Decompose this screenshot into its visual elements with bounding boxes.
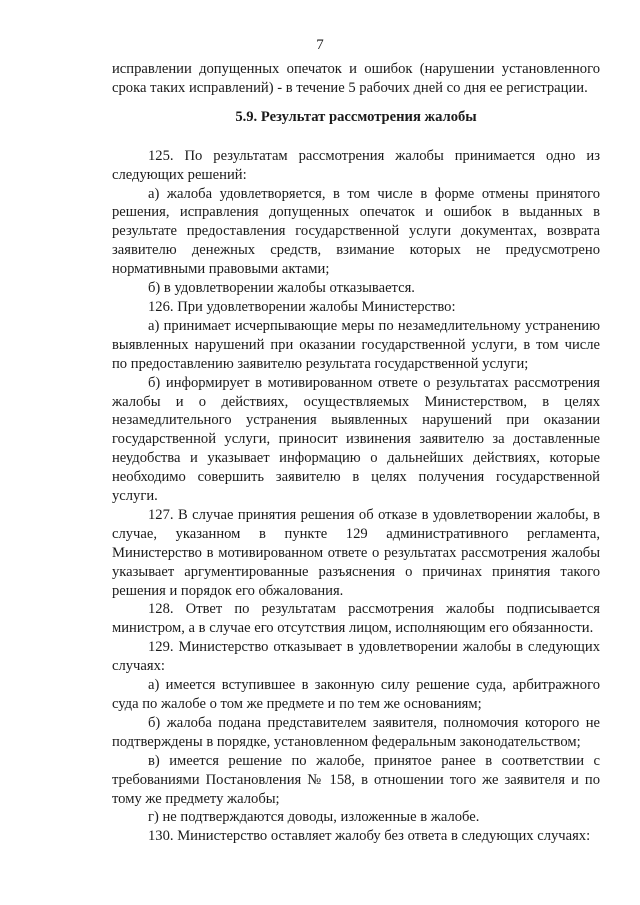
paragraph-continuation: исправлении допущенных опечаток и ошибок (нарушении установленного срока таких исправлений) - в течение 5 рабочих дней со дня ее регистрации.: [112, 61, 600, 96]
paragraph-129-a: а) имеется вступившее в законную силу решение суда, арбитражного суда по жалобе о том же предмете и по тем же основаниям;: [112, 677, 600, 712]
paragraph-126-b: б) информирует в мотивированном ответе о результатах рассмотрения жалобы и о действиях, осуществляемых Министерством, в целях незамедлительного устранения выявленных нарушений при оказании государственной услуги, приносит извинения заявителю за доставленные неудобства и указывает информацию о дальнейших действиях, которые необходимо совершить заявителю в целях получения государственной услуги.: [112, 374, 600, 505]
paragraph-127: 127. В случае принятия решения об отказе в удовлетворении жалобы, в случае, указанном в пункте 129 административного регламента, Министерство в мотивированном ответе о результатах рассмотрения жалобы указывает аргументированные разъяснения о причинах принятия такого решения и порядок его обжалования.: [112, 506, 600, 599]
paragraph-125-a: а) жалоба удовлетворяется, в том числе в форме отмены принятого решения, исправления допущенных опечаток и ошибок в выданных в результате предоставления государственной услуги документах, возврата заявителю денежных средств, взимание которых не предусмотрено нормативными правовыми актами;: [112, 185, 600, 278]
paragraph-125-b: б) в удовлетворении жалобы отказывается.: [148, 280, 415, 297]
paragraph-126-a: а) принимает исчерпывающие меры по незамедлительному устранению выявленных нарушений при оказании государственной услуги, в том числе по предоставлению заявителю результата государственной услуги;: [112, 317, 600, 372]
paragraph-129-g: г) не подтверждаются доводы, изложенные в жалобе.: [148, 809, 480, 826]
paragraph-126: 126. При удовлетворении жалобы Министерство:: [148, 298, 456, 315]
paragraph-129: 129. Министерство отказывает в удовлетворении жалобы в следующих случаях:: [112, 639, 600, 675]
paragraph-128: 128. Ответ по результатам рассмотрения жалобы подписывается министром, а в случае его отсутствия лицом, исполняющим его обязанности.: [112, 601, 600, 637]
section-heading: 5.9. Результат рассмотрения жалобы: [235, 108, 477, 125]
paragraph-130: 130. Министерство оставляет жалобу без ответа в следующих случаях:: [148, 828, 591, 845]
page-number: 7: [316, 37, 324, 53]
paragraph-129-b: б) жалоба подана представителем заявителя, полномочия которого не подтверждены в порядке, установленном федеральным законодательством;: [112, 714, 600, 750]
paragraph-129-v: в) имеется решение по жалобе, принятое ранее в соответствии с требованиями Постановления № 158, в отношении того же заявителя и по тому же предмету жалобы;: [112, 752, 600, 807]
paragraph-125: 125. По результатам рассмотрения жалобы принимается одно из следующих решений:: [112, 147, 600, 183]
document-body: [112, 60, 600, 846]
